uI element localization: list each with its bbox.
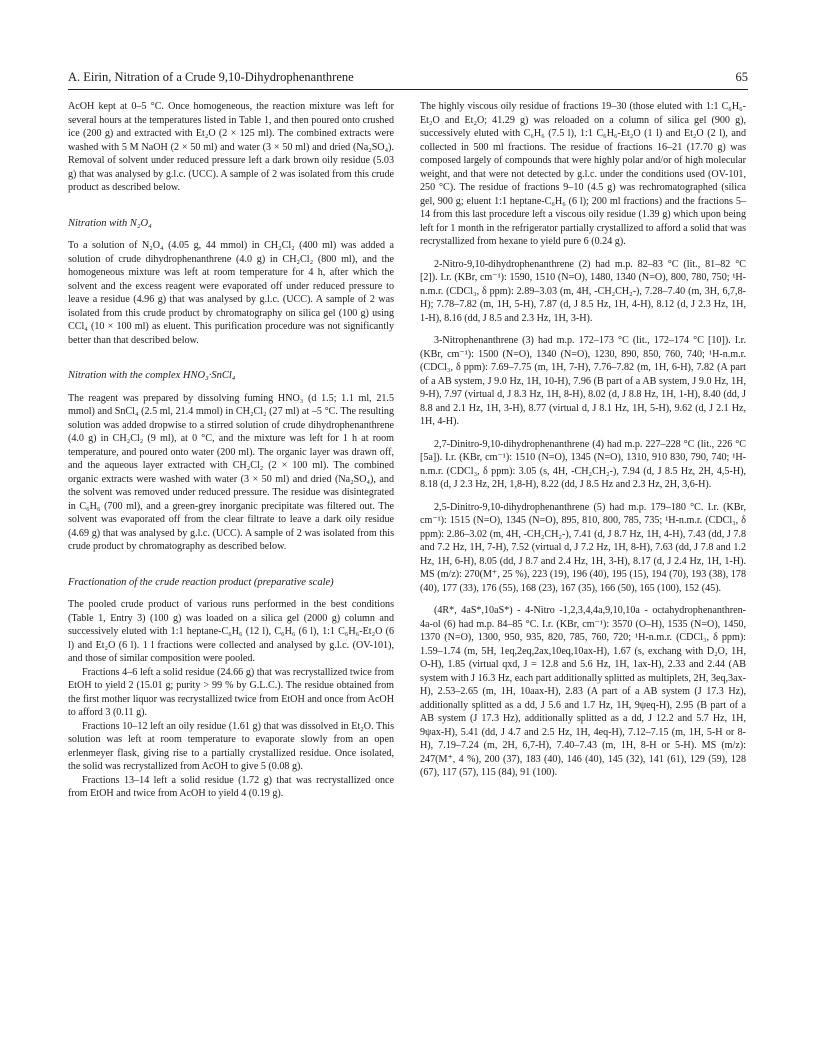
right-column: [420, 100, 746, 780]
running-header: [68, 67, 748, 90]
heading-fractionation: Fractionation of the crude reaction product (preparative scale): [68, 576, 334, 588]
left-column: [68, 100, 394, 801]
paragraph-fractions-4-6: Fractions 4–6 left a solid residue (24.66 g) that was recrystallized twice from EtOH to yield 2 (15.01 g; purity > 99 % by G.L.C.). The residue obtained from the first mother liquor was recrystallized twice from EtOH and once from AcOH to afford 3 (0.11 g).: [68, 666, 394, 718]
paragraph-workup-hno3: AcOH kept at 0–5 °C. Once homogeneous, the reaction mixture was left for several hours at the temperatures listed in Table 1, and then poured onto crushed ice (200 g) and extracted with Et₂O (2 × 125 ml). The combined extracts were washed with 5 M NaOH (2 × 50 ml) and water (3 × 50 ml) and dried (Na₂SO₄). Removal of solvent under reduced pressure left a dark brown oily residue (5.03 g) that was analysed by g.l.c. (UCC). A sample of 2 was isolated from this crude product as described below.: [68, 101, 394, 193]
paragraph-compound-4: 2,7-Dinitro-9,10-dihydrophenanthrene (4) had m.p. 227–228 °C (lit., 226 °C [5a]). I.r. (KBr, cm⁻¹): 1510 (N=O), 1345 (N=O), 1310, 910 830, 790, 740; ¹H-n.m.r. (CDCl₃, δ ppm): 3.05 (s, 4H, -CH₂CH₂-), 7.94 (d, J 8.5 Hz, 2H, 4,5-H), 8.18 (d, J 2.3 Hz, 2H, 1,8-H), 8.22 (dd, J 8.5 Hz and 2.3 Hz, 2H, 3,6-H).: [420, 438, 746, 490]
paragraph-compound-6: (4R*, 4aS*,10aS*) - 4-Nitro -1,2,3,4,4a,9,10,10a - octahydrophenanthren-4a-ol (6) had m.p. 84–85 °C. I.r. (KBr, cm⁻¹): 3570 (O–H), 1535 (N=O), 1450, 1370 (N=O), 1300, 950, 935, 820, 785, 760, 720; ¹H-n.m.r. (CDCl₃, δ ppm): 1.59–1.74 (m, 5H, 1eq,2eq,2ax,10eq,10ax-H), 1.67 (s, exchang with D₂O, 1H, O-H), 1.85 (virtual qxd, J = 12.8 and 5.6 Hz, 1H, 1ax-H), 2.33 and 2.44 (AB system with J 16.3 Hz, each part additionally splitted as multiplets, 2H, 3eq,3ax-H), 2.53–2.65 (m, 1H, 10aax-H), 2.83 (A part of a AB system (J 17.3 Hz), additionally splitted as a dd, J 5.6 and 1.7 Hz, 1H, 9ψeq-H), 2.95 (B part of a AB system (J 17.3 Hz), additionally splitted as a dd, J 12.2 and 5.7 Hz, 1H, 9ψax-H), 5.41 (dd, J 4.7 and 2.5 Hz, 1H, 4eq-H), 7.12–7.15 (m, 1H, 5-H or 8-H), 7.19–7.24 (m, 2H, 6,7-H), 7.40–7.43 (m, 1H, 8-H or 5-H). MS (m/z): 247(M⁺, 4 %), 200 (37), 183 (40), 146 (40), 145 (32), 141 (61), 129 (59), 128 (67), 117 (57), 115 (84), 91 (100).: [420, 605, 746, 778]
paragraph-fractionation: The pooled crude product of various runs performed in the best conditions (Table 1, Entry 3) (100 g) was loaded on a silica gel (2000 g) column and successively eluted with 1:1 heptane-C₆H₆ (12 l), C₆H₆ (6 l), 1:1 C₆H₆-Et₂O (6 l) and Et₂O (6 l). 1 l fractions were collected and analysed by g.l.c. (OV-101), and those of similar composition were pooled.: [68, 599, 394, 664]
paragraph-fractions-10-12: Fractions 10–12 left an oily residue (1.61 g) that was dissolved in Et₂O. This solution was left at room temperature to evaporate slowly from an open erlenmeyer flask, giving rise to a partially crystallized residue. Once isolated, the solid was recrystallized from AcOH to give 5 (0.08 g).: [68, 720, 394, 772]
paragraph-nitration-complex: The reagent was prepared by dissolving fuming HNO₃ (d 1.5; 1.1 ml, 21.5 mmol) and SnCl₄ (2.5 ml, 21.4 mmol) in CH₂Cl₂ (27 ml) at –5 °C. The resulting solution was added dropwise to a stirred solution of crude dihydrophenanthrene (4.0 g) in CH₂Cl₂ (9 ml), at 0 °C, and the mixture was left for 1 h at room temperature, and poured onto water (200 ml). The organic layer was drawn off, and the aqueous layer extracted with CH₂Cl₂ (2 × 100 ml). The combined organic extracts were washed with water (3 × 50 ml) and dried (Na₂SO₄), and the solvent was removed under reduced pressure. The residue was disintegrated in C₆H₆ (700 ml), and a green-grey inorganic precipitate was filtered out. The solvent was evaporated off from the clear filtrate to leave a dark oily residue (4.69 g) that was analysed by g.l.c. (UCC). A sample of 2 was isolated from this crude product by chromatography as described below.: [68, 392, 394, 552]
paragraph-compound-2: 2-Nitro-9,10-dihydrophenanthrene (2) had m.p. 82–83 °C (lit., 81–82 °C [2]). I.r. (KBr, cm⁻¹): 1590, 1510 (N=O), 1480, 1340 (N=O), 800, 780, 750; ¹H-n.m.r. (CDCl₃, δ ppm): 2.89–3.03 (m, 4H, -CH₂CH₂-), 7.28–7.40 (m, 3H, 6,7,8-H); 7.78–7.82 (m, 1H, 5-H), 7.87 (d, J 8.5 Hz, 1H, 4-H), 8.12 (d, J 2.3 Hz, 1H, 1-H), 8.16 (dd, J 8.5 and 2.3 Hz, 1H, 3-H).: [420, 258, 746, 324]
paragraph-nitration-n2o4: To a solution of N₂O₄ (4.05 g, 44 mmol) in CH₂Cl₂ (400 ml) was added a solution of crude dihydrophenanthrene (4.0 g) in CH₂Cl₂ (800 ml), and the homogeneous mixture was left at room temperature for 4 h, after which the solvent and the excess reagent were evaporated off under reduced pressure to leave a residue (4.96 g) that was analysed by g.l.c. (UCC). A sample of 2 was isolated from this crude product by chromatography on silica gel (100 g) using CCl₄ (10 × 100 ml) as eluent. This purification procedure was not significantly better than that described below.: [68, 240, 394, 346]
heading-nitration-complex: Nitration with the complex HNO₃·SnCl₄: [68, 370, 236, 381]
paragraph-compound-3: 3-Nitrophenanthrene (3) had m.p. 172–173 °C (lit., 172–174 °C [10]). I.r. (KBr, cm⁻¹): 1500 (N=O), 1340 (N=O), 1230, 890, 850, 760, 740; ¹H-n.m.r. (CDCl₃, δ ppm): 7.69–7.75 (m, 1H, 7-H), 7.76–7.82 (m, 1H, 6-H), 7.82 (A part of a AB system, J 9.0 Hz, 1H, 10-H), 7.96 (B part of a AB system, J 9.0 Hz, 1H, 9-H), 7.97 (virtual d, J 8.3 Hz, 1H, 8-H), 8.02 (d, J 8.8 Hz, 1H, 1-H), 8.40 (dd, J 8.8 and 2.1 Hz, 1H, 3-H), 8.77 (virtual d, J 8.1 Hz, 1H, 5-H), 9.62 (d, J 2.1 Hz, 1H, 4-H).: [420, 335, 746, 427]
paragraph-compound-5: 2,5-Dinitro-9,10-dihydrophenanthrene (5) had m.p. 179–180 °C. I.r. (KBr, cm⁻¹): 1515 (N=O), 1345 (N=O), 895, 810, 800, 785, 735; ¹H-n.m.r. (CDCl₃, δ ppm): 2.86–3.02 (m, 4H, -CH₂CH₂-), 7.41 (d, J 8.7 Hz, 1H, 4-H), 7.43 (dd, J 7.8 and 7.2 Hz, 1H, 7-H), 7.52 (virtual d, J 7.2 Hz, 1H, 8-H), 7.63 (dd, J 7.8 and 1.2 Hz, 1H, 6-H), 8.05 (dd, J 8.7 and 2.4 Hz, 1H, 3-H), 8.17 (d, J 2.4 Hz, 1H, 1-H). MS (m/z): 270(M⁺, 25 %), 223 (19), 196 (40), 195 (15), 194 (70), 193 (38), 178 (40), 177 (33), 176 (55), 168 (23), 167 (35), 166 (50), 165 (100), 152 (45).: [420, 501, 746, 594]
page-number: 65: [735, 70, 748, 84]
paragraph-fractions-19-30: The highly viscous oily residue of fractions 19–30 (those eluted with 1:1 C₆H₆-Et₂O and Et₂O; 41.29 g) was reloaded on a column of silica gel (900 g), successively eluted with C₆H₆ (7.5 l), 1:1 C₆H₆-Et₂O (1 l) and Et₂O (2 l), and collected in 500 ml fractions. The residue of fractions 16–21 (17.70 g) was composed largely of compounds that were highly polar and/or of high molecular weight, and that were not detected by g.l.c. under the conditions used (OV-101, 250 °C). The residue of fractions 9–10 (4.5 g) was rechromatographed (silica gel, 900 g; eluent 1:1 heptane-C₆H₆ (6 l); 200 ml fractions) and the fractions 5–14 from this last procedure left a viscous oily residue (1.39 g) which upon being left for 1 month in the refrigerator partially crystallized to afford a solid that was recrystallized from hexane to yield pure 6 (0.24 g).: [420, 101, 746, 247]
heading-nitration-n2o4: Nitration with N₂O₄: [68, 217, 152, 229]
paragraph-fractions-13-14: Fractions 13–14 left a solid residue (1.72 g) that was recrystallized once from EtOH and twice from AcOH to yield 4 (0.19 g).: [68, 774, 394, 799]
running-title: A. Eirin, Nitration of a Crude 9,10-Dihydrophenanthrene: [68, 70, 354, 84]
